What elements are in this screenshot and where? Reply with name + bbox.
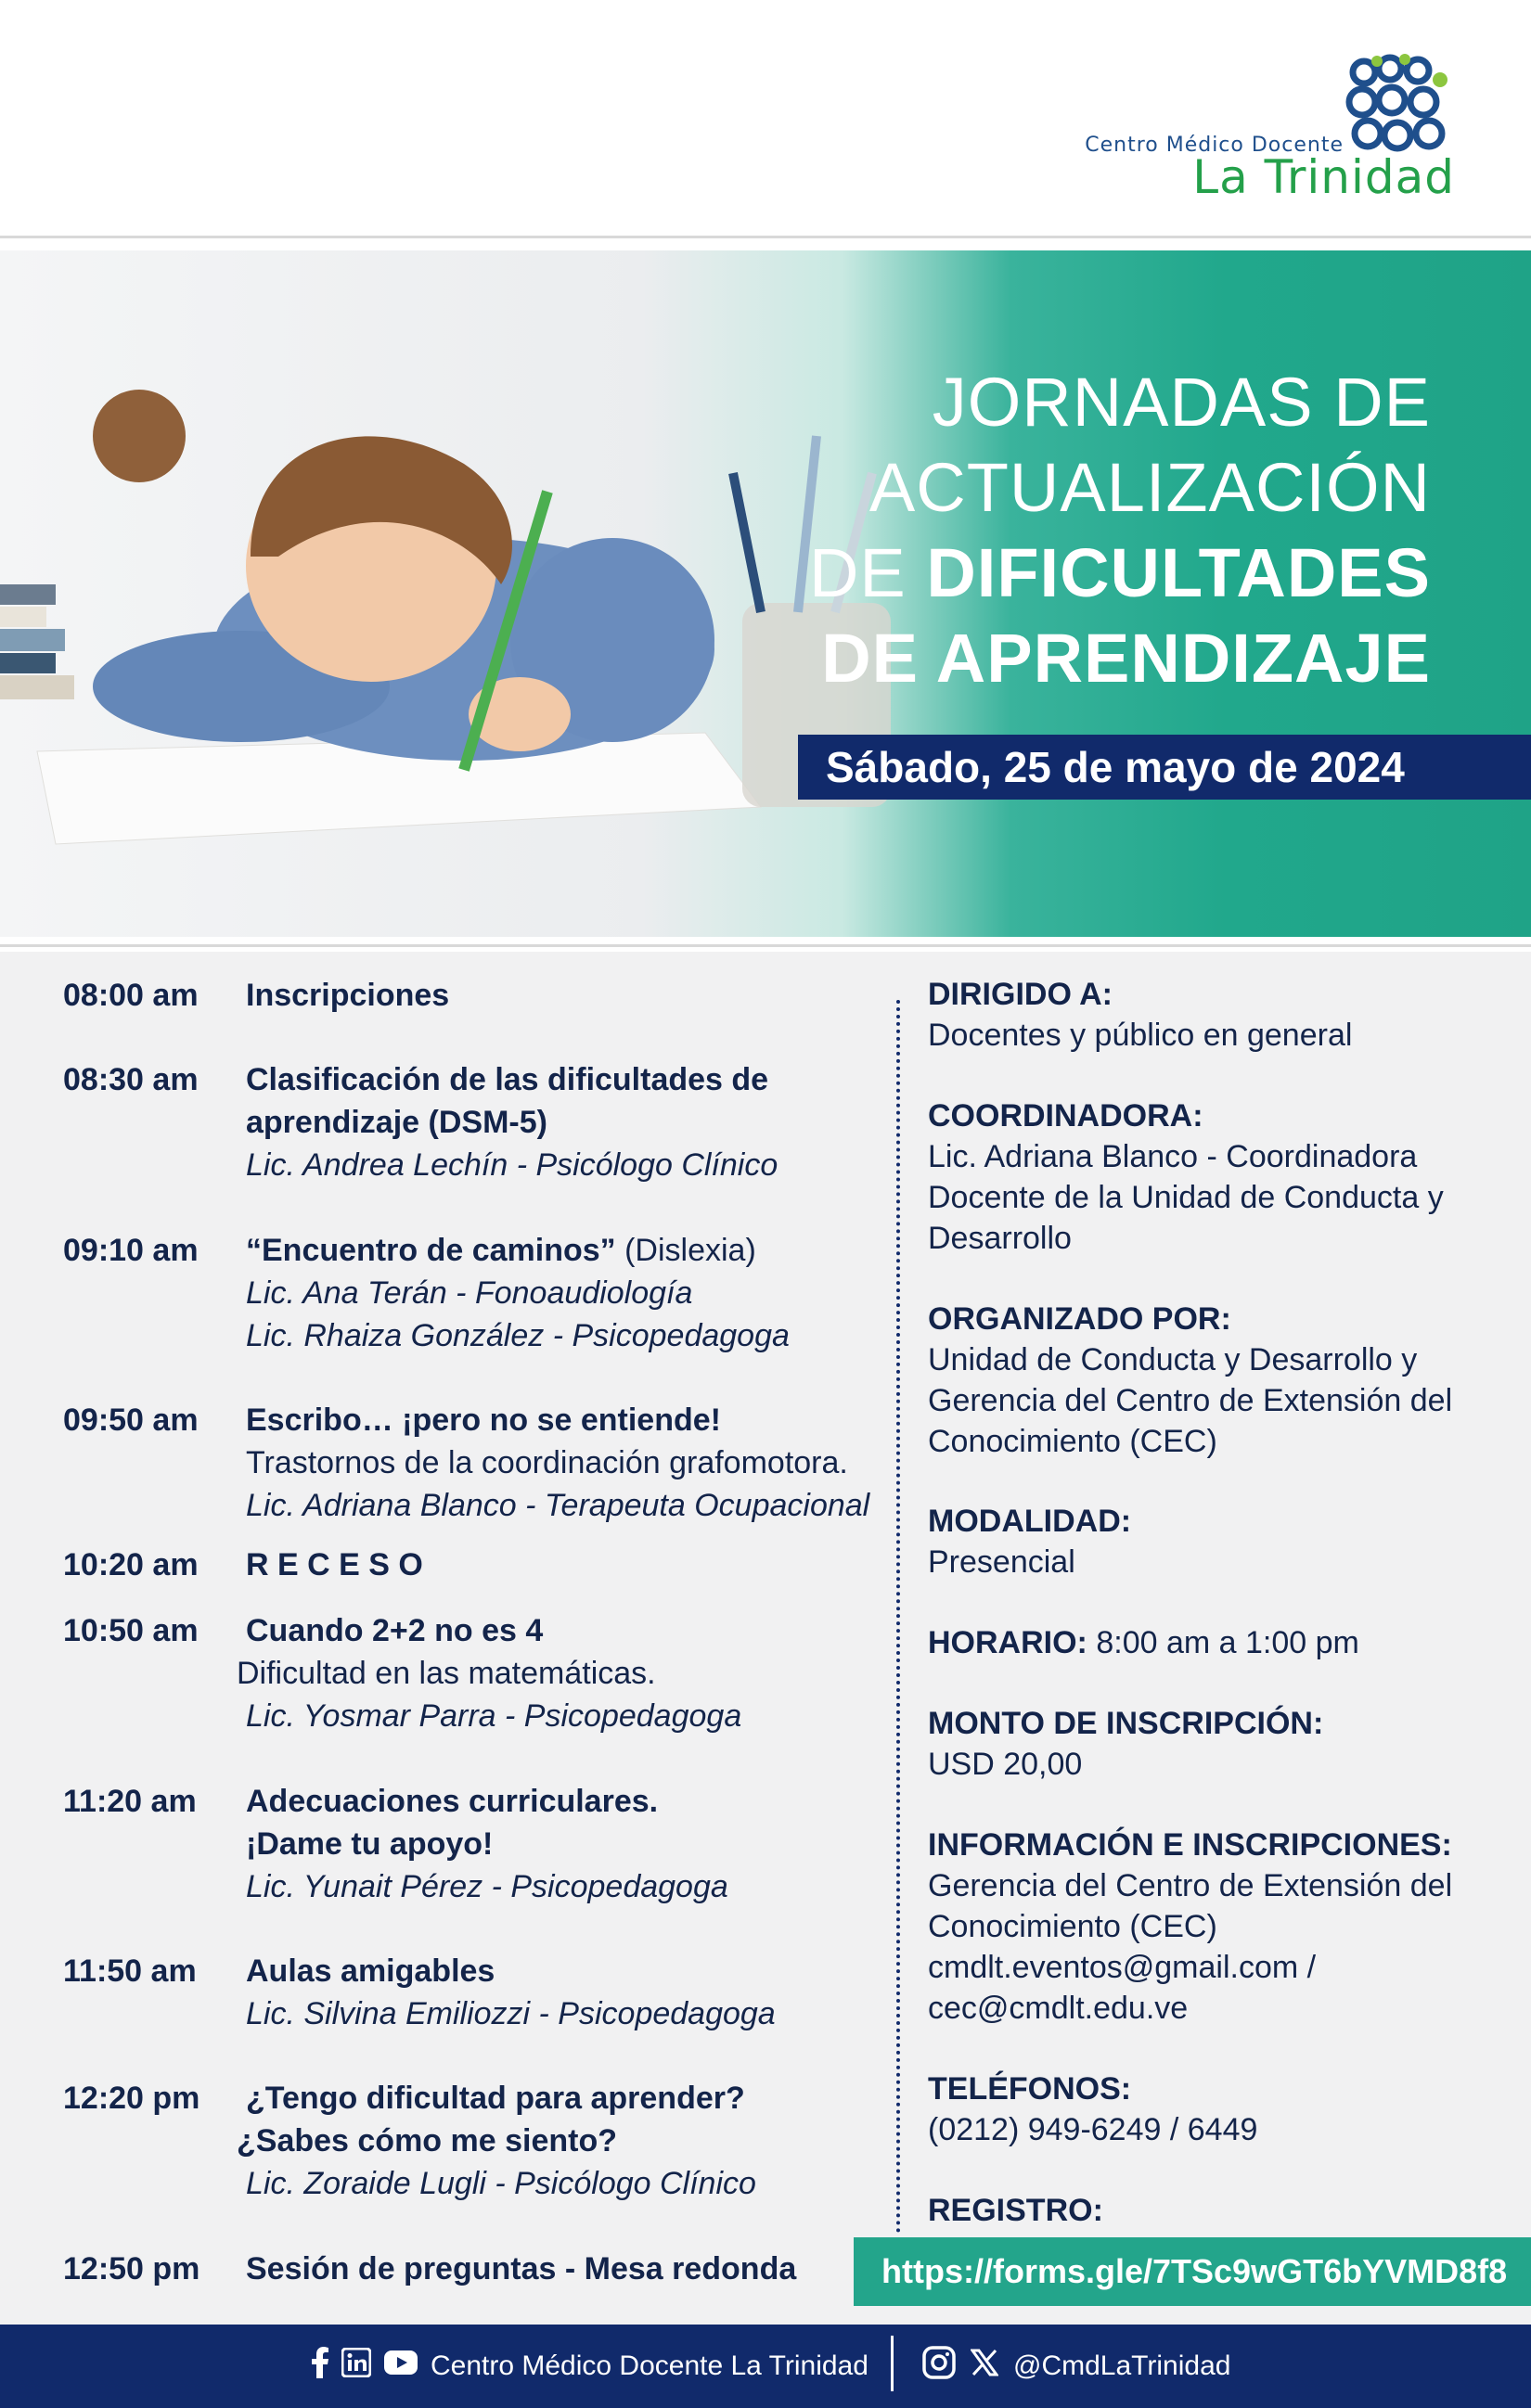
info-modality (928, 1501, 1503, 1582)
email-link[interactable]: cec@cmdlt.edu.ve (928, 1991, 1189, 2026)
title-line-2: ACTUALIZACIÓN (868, 449, 1431, 526)
schedule-time: 09:10 am (63, 1233, 199, 1268)
session-title: ¿Tengo dificultad para aprender? (246, 2081, 745, 2116)
info-value: (0212) 949-6249 / 6449 (928, 2112, 1258, 2147)
session-title: Adecuaciones curriculares. (246, 1784, 659, 1819)
info-value: Docente de la Unidad de Conducta y (928, 1180, 1444, 1215)
title-line-3-light: DE (808, 534, 927, 611)
info-heading: COORDINADORA: (928, 1098, 1203, 1134)
footer-handle[interactable]: @CmdLaTrinidad (1013, 2350, 1231, 2381)
footer-separator (891, 2336, 894, 2391)
schedule-time: 11:20 am (63, 1784, 197, 1819)
info-heading: MONTO DE INSCRIPCIÓN: (928, 1706, 1324, 1741)
session-speaker: Lic. Yunait Pérez - Psicopedagoga (246, 1869, 728, 1904)
info-value: Gerencia del Centro de Extensión del (928, 1868, 1453, 1903)
session-speaker: Lic. Adriana Blanco - Terapeuta Ocupacional (246, 1488, 870, 1523)
instagram-icon[interactable] (922, 2346, 956, 2387)
info-value: Unidad de Conducta y Desarrollo y (928, 1342, 1418, 1377)
info-value: USD 20,00 (928, 1747, 1083, 1782)
session-subtitle: Trastornos de la coordinación grafomotora. (246, 1445, 848, 1480)
column-divider (896, 1000, 900, 2234)
info-heading: ORGANIZADO POR: (928, 1301, 1231, 1337)
footer-social-right (922, 2325, 1230, 2408)
info-heading: HORARIO: (928, 1625, 1087, 1660)
session-title-line-2: ¡Dame tu apoyo! (246, 1826, 494, 1862)
info-registration (928, 2190, 1503, 2231)
session-speaker: Lic. Yosmar Parra - Psicopedagoga (246, 1698, 742, 1734)
info-heading: INFORMACIÓN E INSCRIPCIONES: (928, 1827, 1452, 1863)
info-value: Docentes y público en general (928, 1018, 1353, 1053)
registration-link[interactable]: https://forms.gle/7TSc9wGT6bYVMD8f8 (854, 2237, 1531, 2306)
session-speaker: Lic. Rhaiza González - Psicopedagoga (246, 1318, 790, 1353)
facebook-icon[interactable] (312, 2347, 328, 2386)
section-divider (0, 944, 1531, 947)
hero-illustration-child-drawing (0, 250, 928, 937)
session-subtitle: Dificultad en las matemáticas. (237, 1656, 656, 1691)
event-date: Sábado, 25 de mayo de 2024 (798, 735, 1531, 800)
schedule-time: 10:20 am (63, 1547, 199, 1582)
schedule-time: 12:20 pm (63, 2081, 200, 2116)
info-value: Conocimiento (CEC) (928, 1424, 1217, 1459)
session-speaker: Lic. Ana Terán - Fonoaudiología (246, 1275, 693, 1311)
title-line-3-bold: DIFICULTADES (926, 534, 1431, 611)
session-title-line (246, 1229, 886, 1272)
info-schedule-line (928, 1622, 1503, 1663)
session-speaker: Lic. Zoraide Lugli - Psicólogo Clínico (246, 2166, 756, 2201)
info-audience (928, 974, 1503, 1056)
info-value: 8:00 am a 1:00 pm (1087, 1625, 1359, 1660)
info-value: Conocimiento (CEC) (928, 1909, 1217, 1944)
info-coordinator (928, 1095, 1503, 1259)
logo (1065, 54, 1455, 202)
schedule-time: 09:50 am (63, 1403, 199, 1438)
session-title-line-2: ¿Sabes cómo me siento? (237, 2123, 617, 2158)
session-title: Cuando 2+2 no es 4 (246, 1613, 544, 1648)
schedule-time: 12:50 pm (63, 2251, 200, 2286)
email-link[interactable]: cmdlt.eventos@gmail.com / (928, 1950, 1317, 1985)
footer-social-left (312, 2325, 868, 2408)
info-contact (928, 1825, 1503, 2029)
linkedin-icon[interactable] (341, 2348, 371, 2385)
logo-dots-mark (1344, 54, 1455, 156)
info-value: Presencial (928, 1544, 1075, 1580)
hero-banner (0, 250, 1531, 937)
info-heading: DIRIGIDO A: (928, 977, 1113, 1012)
session-title: Inscripciones (246, 978, 450, 1013)
event-title (809, 360, 1431, 701)
title-line-3 (809, 531, 1431, 616)
footer-org-name: Centro Médico Docente La Trinidad (431, 2350, 868, 2381)
title-line-4-bold: DE APRENDIZAJE (821, 620, 1431, 697)
title-line-1: JORNADAS DE (932, 364, 1431, 441)
info-heading: REGISTRO: (928, 2193, 1103, 2228)
youtube-icon[interactable] (384, 2350, 418, 2382)
info-heading: TELÉFONOS: (928, 2071, 1132, 2107)
session-title-suffix: (Dislexia) (615, 1233, 756, 1268)
session-speaker: Lic. Silvina Emiliozzi - Psicopedagoga (246, 1996, 776, 2031)
info-phones (928, 2069, 1503, 2150)
session-title: “Encuentro de caminos” (246, 1233, 616, 1268)
title-line-4 (809, 616, 1431, 701)
session-title: Clasificación de las dificultades de aprendizaje (DSM-5) (246, 1062, 769, 1140)
logo-subtitle: Centro Médico Docente (1085, 134, 1344, 157)
schedule-time: 08:00 am (63, 978, 199, 1013)
logo-name: La Trinidad (1192, 150, 1455, 204)
info-fee (928, 1703, 1503, 1785)
info-value: Lic. Adriana Blanco - Coordinadora (928, 1139, 1418, 1174)
session-title: Aulas amigables (246, 1953, 495, 1989)
header-divider (0, 236, 1531, 238)
schedule-time: 10:50 am (63, 1613, 199, 1648)
info-organizer (928, 1299, 1503, 1462)
session-speaker: Lic. Andrea Lechín - Psicólogo Clínico (246, 1147, 778, 1183)
session-title: Escribo… ¡pero no se entiende! (246, 1403, 721, 1438)
schedule-time: 08:30 am (63, 1062, 199, 1097)
info-value: Gerencia del Centro de Extensión del (928, 1383, 1453, 1418)
x-twitter-icon[interactable] (971, 2349, 998, 2384)
info-value: Desarrollo (928, 1221, 1072, 1256)
footer (0, 2325, 1531, 2408)
session-title: R E C E S O (246, 1547, 423, 1582)
schedule-time: 11:50 am (63, 1953, 197, 1989)
info-heading: MODALIDAD: (928, 1504, 1132, 1539)
info-schedule (928, 1622, 1503, 1663)
session-title: Sesión de preguntas - Mesa redonda (246, 2251, 797, 2286)
